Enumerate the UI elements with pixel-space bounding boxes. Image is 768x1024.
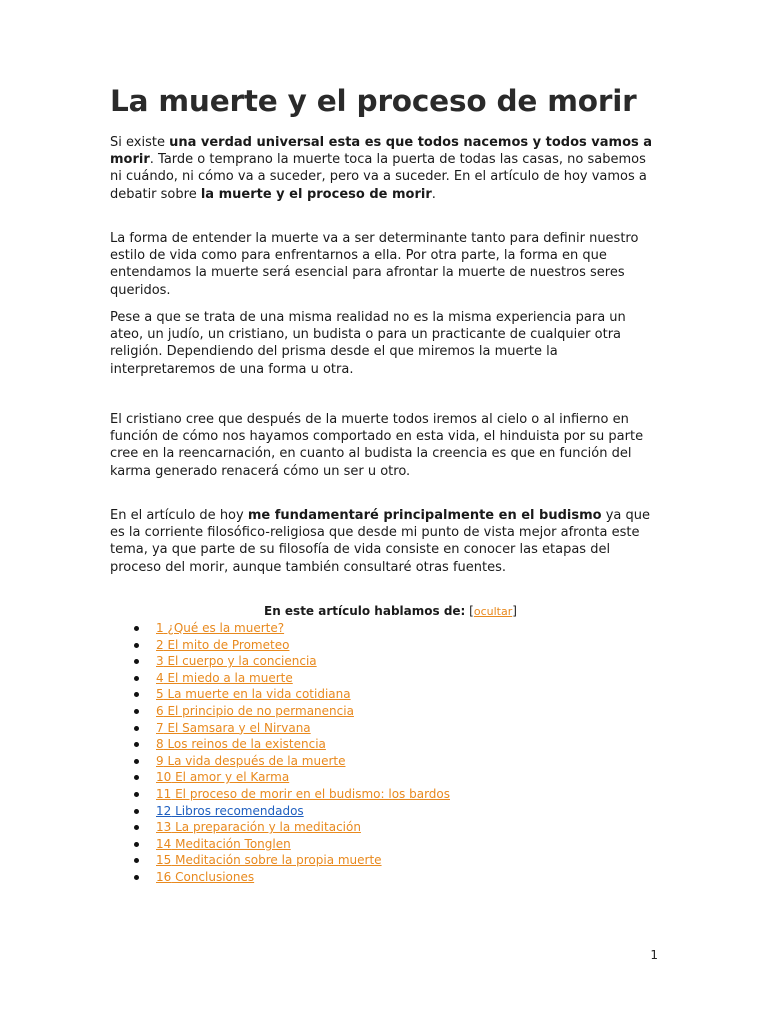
toc-item-number: 10 [156,770,172,785]
toc-item [134,819,450,836]
toc-item [134,786,450,803]
toc-item [134,736,450,753]
intro-text-2: . Tarde o temprano la muerte toca la puerta de todas las casas, no sabemos ni cuándo, ni cómo va a suceder, pero va a suceder. En el artículo de hoy vamos a debatir sobre [110,152,647,202]
toc-item [134,869,450,886]
toc-link-16[interactable] [156,870,254,884]
toc-item-label: Conclusiones [171,869,255,884]
toc-item [134,653,450,670]
toc-bracket-close: ] [512,604,517,618]
toc-link-6[interactable] [156,704,354,718]
toc-item [134,852,450,869]
toc-link-4[interactable] [156,671,293,685]
toc-item-label: Libros recomendados [171,803,304,818]
toc-item-number: 11 [156,786,172,801]
intro-text-3: . [431,186,436,202]
toc-item-label: El principio de no permanencia [163,703,354,718]
page-title: La muerte y el proceso de morir [110,84,637,118]
toc-hide-link[interactable]: ocultar [473,605,513,618]
toc-item-number: 3 [156,654,164,669]
intro-bold-2: la muerte y el proceso de morir [200,186,432,202]
toc-item-label: El miedo a la muerte [163,670,293,685]
toc-item-number: 1 [156,621,164,635]
toc-item-number: 9 [156,753,164,768]
toc-link-9[interactable] [156,754,345,768]
intro-paragraph [110,134,660,203]
toc-item-number: 15 [156,853,172,868]
toc-link-1[interactable] [156,621,284,635]
toc-item-number: 2 [156,637,164,652]
toc-item-label: El amor y el Karma [171,770,290,785]
p5-text-1: En el artículo de hoy [110,508,248,523]
paragraph-4: El cristiano cree que después de la muerte todos iremos al cielo o al infierno en función de cómo nos hayamos comportado en esta vida, el hinduista por su parte cree en la reencarnación, en cuanto al budista la creencia es que en función del karma generado renacerá cómo un ser u otro. [110,412,644,479]
toc-item-label: ¿Qué es la muerte? [163,621,285,635]
toc-item-number: 6 [156,703,164,718]
toc-item [134,703,450,720]
toc-item [134,803,450,820]
toc-item-number: 14 [156,836,172,851]
toc-item-label: Los reinos de la existencia [163,737,326,752]
toc-link-5[interactable] [156,687,351,701]
toc-item-label: El cuerpo y la conciencia [163,654,317,669]
toc-item-label: La vida después de la muerte [163,753,346,768]
toc-item-label: El Samsara y el Nirvana [163,720,311,735]
toc-link-13[interactable] [156,820,361,834]
table-of-contents [134,620,450,886]
toc-heading [264,603,517,620]
toc-link-3[interactable] [156,654,317,668]
p5-text-2: ya que es la corriente filosófico-religiosa que desde mi punto de vista mejor afronta este tema, ya que parte de su filosofía de vida consiste en conocer las etapas del proceso del morir, aunque también consultaré otras fuentes. [110,508,650,575]
toc-item-label: El proceso de morir en el budismo: los bardos [171,786,450,801]
toc-item [134,720,450,737]
toc-item [134,620,450,637]
toc-item-number: 13 [156,820,172,835]
toc-link-12[interactable] [156,804,304,818]
intro-text-1: Si existe [110,135,170,150]
toc-item-label: La muerte en la vida cotidiana [163,687,351,702]
toc-link-7[interactable] [156,721,311,735]
paragraph-2: La forma de entender la muerte va a ser determinante tanto para definir nuestro estilo de vida como para enfrentarnos a ella. Por otra parte, la forma en que entendamos la muerte será esencial para afrontar la muerte de nuestros seres queridos. [110,231,639,298]
toc-item-number: 12 [156,803,172,818]
paragraph-5 [110,507,660,576]
toc-heading-text: En este artículo hablamos de: [264,604,466,618]
toc-link-14[interactable] [156,837,291,851]
toc-item [134,686,450,703]
toc-item-label: La preparación y la meditación [171,820,361,835]
toc-link-15[interactable] [156,853,382,867]
toc-bracket-open: [ [465,604,474,618]
page-number: 1 [650,948,658,962]
toc-item-number: 5 [156,687,164,702]
toc-item-number: 4 [156,670,164,685]
paragraph-3: Pese a que se trata de una misma realidad no es la misma experiencia para un ateo, un judío, un cristiano, un budista o para un practicante de cualquier otra religión. Dependiendo del prisma desde el que miremos la muerte la interpretaremos de una forma u otra. [110,310,626,377]
toc-item [134,769,450,786]
toc-item [134,836,450,853]
toc-link-11[interactable] [156,787,450,801]
toc-link-2[interactable] [156,638,289,652]
toc-item-label: Meditación sobre la propia muerte [171,853,382,868]
toc-item-label: El mito de Prometeo [163,637,290,652]
toc-item [134,753,450,770]
toc-item-number: 16 [156,869,172,884]
intro-bold-1: una verdad universal esta es que todos nacemos y todos vamos a morir [110,135,653,168]
toc-link-8[interactable] [156,737,326,751]
p5-bold-1: me fundamentaré principalmente en el budismo [247,508,602,523]
toc-link-10[interactable] [156,770,289,784]
toc-item-number: 7 [156,720,164,735]
toc-item [134,670,450,687]
toc-item-label: Meditación Tonglen [171,836,291,851]
toc-item-number: 8 [156,737,164,752]
toc-item [134,637,450,654]
